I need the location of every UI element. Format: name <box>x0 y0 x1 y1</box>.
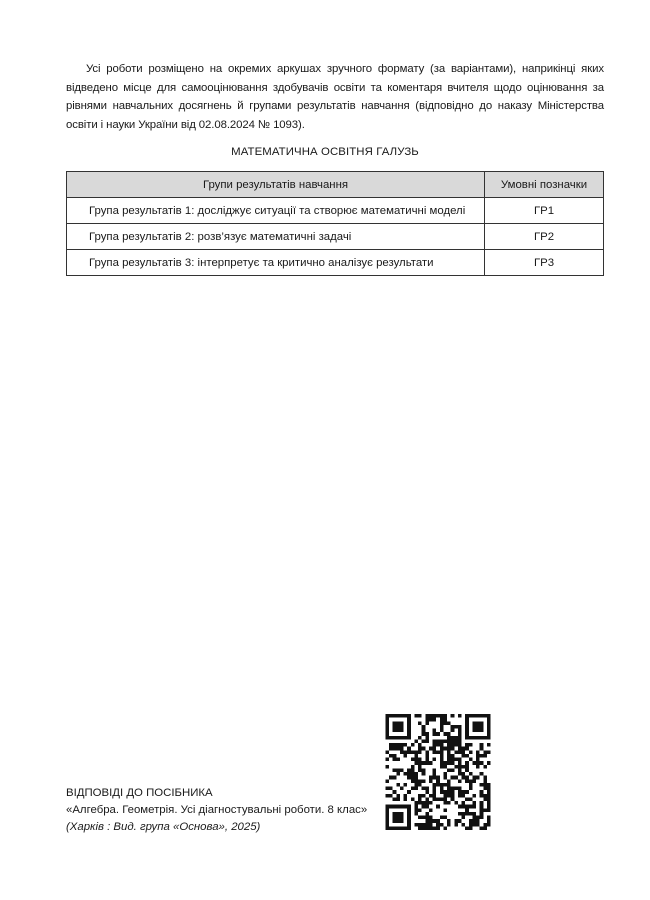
table-header-row <box>67 172 604 198</box>
code-cell: ГР1 <box>485 198 604 224</box>
footer-reference <box>66 785 367 836</box>
code-cell: ГР3 <box>485 250 604 276</box>
table-row <box>67 250 604 276</box>
intro-paragraph <box>66 60 604 134</box>
section-title: МАТЕМАТИЧНА ОСВІТНЯ ГАЛУЗЬ <box>231 146 419 158</box>
table-row <box>67 224 604 250</box>
footer-publisher: (Харків : Вид. група «Основа», 2025) <box>66 821 261 833</box>
group-cell: Група результатів 2: розв’язує математичні задачі <box>67 224 485 250</box>
group-cell: Група результатів 3: інтерпретує та критично аналізує результати <box>67 250 485 276</box>
results-table <box>66 171 604 276</box>
table-row <box>67 198 604 224</box>
header-groups: Групи результатів навчання <box>67 172 485 198</box>
header-codes: Умовні позначки <box>485 172 604 198</box>
intro-text: Усі роботи розміщено на окремих аркушах зручного формату (за варіантами), наприкінці яких відведено місце для самооцінювання здобувачів освіти та коментаря вчителя щодо оцінювання за рівнями навчальних досягнень й групами результатів навчання (відповідно до наказу Міністерства освіти і науки України від 02.08.2024 № 1093). <box>66 63 604 131</box>
qr-code-icon[interactable] <box>385 714 491 830</box>
group-cell: Група результатів 1: досліджує ситуації та створює математичні моделі <box>67 198 485 224</box>
footer-book: «Алгебра. Геометрія. Усі діагностувальні роботи. 8 клас» <box>66 804 368 816</box>
code-cell: ГР2 <box>485 224 604 250</box>
footer-title: ВІДПОВІДІ ДО ПОСІБНИКА <box>66 787 213 799</box>
